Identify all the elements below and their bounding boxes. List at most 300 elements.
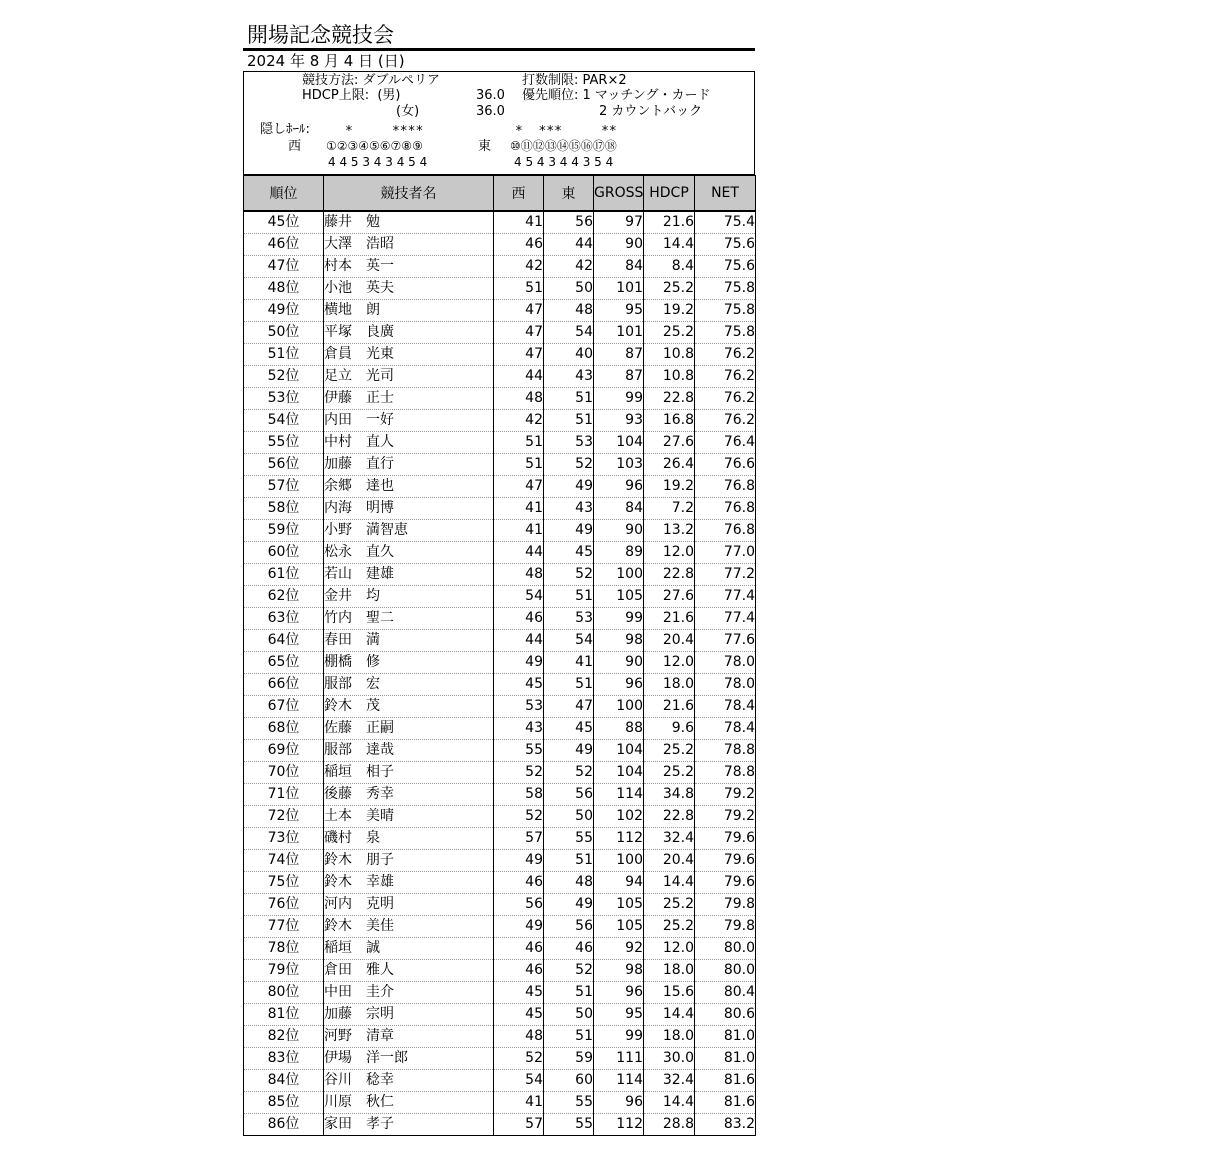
gross-score: 97 xyxy=(594,211,644,234)
table-row xyxy=(244,388,756,410)
rank-cell: 67位 xyxy=(244,696,324,718)
header-rank: 順位 xyxy=(244,176,324,212)
west-score: 48 xyxy=(494,388,544,410)
rank-cell: 82位 xyxy=(244,1026,324,1048)
hdcp-female-label: (女) xyxy=(396,104,420,119)
gross-score: 103 xyxy=(594,454,644,476)
player-name: 内海 明博 xyxy=(324,498,494,520)
rank-cell: 59位 xyxy=(244,520,324,542)
east-score: 52 xyxy=(544,960,594,982)
rank-cell: 45位 xyxy=(244,211,324,234)
player-name: 若山 建雄 xyxy=(324,564,494,586)
west-score: 51 xyxy=(494,432,544,454)
hdcp-value: 22.8 xyxy=(644,806,695,828)
west-score: 49 xyxy=(494,850,544,872)
player-name: 河野 清章 xyxy=(324,1026,494,1048)
table-row xyxy=(244,762,756,784)
header-east: 東 xyxy=(544,176,594,212)
net-score: 76.2 xyxy=(695,366,756,388)
player-name: 倉員 光東 xyxy=(324,344,494,366)
net-score: 76.2 xyxy=(695,388,756,410)
east-score: 41 xyxy=(544,652,594,674)
table-row xyxy=(244,850,756,872)
net-score: 77.6 xyxy=(695,630,756,652)
rank-cell: 58位 xyxy=(244,498,324,520)
west-score: 46 xyxy=(494,608,544,630)
table-row xyxy=(244,498,756,520)
player-name: 小野 満智恵 xyxy=(324,520,494,542)
player-name: 鈴木 幸雄 xyxy=(324,872,494,894)
east-score: 48 xyxy=(544,300,594,322)
gross-score: 87 xyxy=(594,344,644,366)
method-text: 競技方法: ダブルペリア xyxy=(302,73,440,88)
player-name: 内田 一好 xyxy=(324,410,494,432)
west-score: 45 xyxy=(494,1004,544,1026)
net-score: 78.0 xyxy=(695,674,756,696)
hdcp-value: 28.8 xyxy=(644,1114,695,1136)
player-name: 伊場 洋一郎 xyxy=(324,1048,494,1070)
table-row xyxy=(244,608,756,630)
east-score: 43 xyxy=(544,498,594,520)
hdcp-value: 19.2 xyxy=(644,300,695,322)
net-score: 75.8 xyxy=(695,322,756,344)
rank-cell: 49位 xyxy=(244,300,324,322)
gross-score: 102 xyxy=(594,806,644,828)
gross-score: 100 xyxy=(594,564,644,586)
player-name: 佐藤 正嗣 xyxy=(324,718,494,740)
gross-score: 98 xyxy=(594,960,644,982)
rank-cell: 66位 xyxy=(244,674,324,696)
competition-info xyxy=(243,71,755,175)
player-name: 中田 圭介 xyxy=(324,982,494,1004)
player-name: 鈴木 美佳 xyxy=(324,916,494,938)
gross-score: 101 xyxy=(594,322,644,344)
west-score: 51 xyxy=(494,278,544,300)
player-name: 家田 孝子 xyxy=(324,1114,494,1136)
hdcp-value: 32.4 xyxy=(644,828,695,850)
stroke-limit-text: 打数制限: PAR×2 xyxy=(522,73,627,88)
player-name: 服部 達哉 xyxy=(324,740,494,762)
east-score: 42 xyxy=(544,256,594,278)
east-score: 52 xyxy=(544,762,594,784)
hdcp-value: 25.2 xyxy=(644,322,695,344)
net-score: 77.0 xyxy=(695,542,756,564)
player-name: 稲垣 誠 xyxy=(324,938,494,960)
hdcp-value: 7.2 xyxy=(644,498,695,520)
rank-cell: 85位 xyxy=(244,1092,324,1114)
east-score: 45 xyxy=(544,542,594,564)
rank-cell: 75位 xyxy=(244,872,324,894)
net-score: 78.8 xyxy=(695,762,756,784)
west-score: 46 xyxy=(494,938,544,960)
east-score: 51 xyxy=(544,674,594,696)
player-name: 平塚 良廣 xyxy=(324,322,494,344)
player-name: 棚橋 修 xyxy=(324,652,494,674)
rank-cell: 74位 xyxy=(244,850,324,872)
west-score: 46 xyxy=(494,234,544,256)
gross-score: 105 xyxy=(594,916,644,938)
east-score: 60 xyxy=(544,1070,594,1092)
west-score: 46 xyxy=(494,872,544,894)
table-row xyxy=(244,696,756,718)
east-score: 52 xyxy=(544,454,594,476)
player-name: 服部 宏 xyxy=(324,674,494,696)
rank-cell: 53位 xyxy=(244,388,324,410)
east-label: 東 xyxy=(478,139,492,154)
table-row xyxy=(244,454,756,476)
west-score: 47 xyxy=(494,344,544,366)
west-label: 西 xyxy=(288,139,302,154)
west-score: 57 xyxy=(494,828,544,850)
east-score: 43 xyxy=(544,366,594,388)
west-score: 41 xyxy=(494,520,544,542)
net-score: 76.6 xyxy=(695,454,756,476)
table-row xyxy=(244,366,756,388)
net-score: 79.2 xyxy=(695,806,756,828)
hdcp-value: 19.2 xyxy=(644,476,695,498)
hdcp-value: 32.4 xyxy=(644,1070,695,1092)
player-name: 磯村 泉 xyxy=(324,828,494,850)
hdcp-value: 14.4 xyxy=(644,872,695,894)
net-score: 81.6 xyxy=(695,1070,756,1092)
table-row xyxy=(244,300,756,322)
east-score: 47 xyxy=(544,696,594,718)
rank-cell: 86位 xyxy=(244,1114,324,1136)
rank-cell: 78位 xyxy=(244,938,324,960)
net-score: 76.8 xyxy=(695,476,756,498)
rank-cell: 48位 xyxy=(244,278,324,300)
net-score: 79.8 xyxy=(695,916,756,938)
gross-score: 99 xyxy=(594,608,644,630)
results-table xyxy=(243,175,756,1136)
player-name: 倉田 雅人 xyxy=(324,960,494,982)
east-score: 45 xyxy=(544,718,594,740)
east-score: 51 xyxy=(544,586,594,608)
hdcp-value: 22.8 xyxy=(644,388,695,410)
rank-cell: 71位 xyxy=(244,784,324,806)
gross-score: 96 xyxy=(594,982,644,1004)
east-score: 49 xyxy=(544,476,594,498)
east-score: 51 xyxy=(544,388,594,410)
east-score: 52 xyxy=(544,564,594,586)
table-row xyxy=(244,410,756,432)
hdcp-value: 21.6 xyxy=(644,211,695,234)
header-name: 競技者名 xyxy=(324,176,494,212)
table-row xyxy=(244,322,756,344)
hdcp-male-value: 36.0 xyxy=(476,88,505,103)
hdcp-value: 8.4 xyxy=(644,256,695,278)
hdcp-value: 30.0 xyxy=(644,1048,695,1070)
rank-cell: 51位 xyxy=(244,344,324,366)
west-score: 49 xyxy=(494,652,544,674)
player-name: 藤井 勉 xyxy=(324,211,494,234)
east-score: 44 xyxy=(544,234,594,256)
west-score: 46 xyxy=(494,960,544,982)
net-score: 83.2 xyxy=(695,1114,756,1136)
table-row xyxy=(244,564,756,586)
event-date: 2024 年 8 月 4 日 (日) xyxy=(247,52,405,70)
gross-score: 84 xyxy=(594,498,644,520)
table-row xyxy=(244,1092,756,1114)
rank-cell: 80位 xyxy=(244,982,324,1004)
rank-cell: 52位 xyxy=(244,366,324,388)
table-row xyxy=(244,718,756,740)
east-score: 48 xyxy=(544,872,594,894)
west-score: 58 xyxy=(494,784,544,806)
east-score: 49 xyxy=(544,520,594,542)
gross-score: 112 xyxy=(594,828,644,850)
table-row xyxy=(244,1114,756,1136)
east-score: 54 xyxy=(544,630,594,652)
player-name: 足立 光司 xyxy=(324,366,494,388)
rank-cell: 55位 xyxy=(244,432,324,454)
priority-second-text: 2 カウントバック xyxy=(599,104,703,119)
gross-score: 104 xyxy=(594,740,644,762)
net-score: 76.8 xyxy=(695,520,756,542)
player-name: 竹内 聖二 xyxy=(324,608,494,630)
west-score: 41 xyxy=(494,1092,544,1114)
table-header-row xyxy=(244,176,756,212)
east-score: 51 xyxy=(544,1026,594,1048)
page-title: 開場記念競技会 xyxy=(243,22,755,51)
east-score: 46 xyxy=(544,938,594,960)
rank-cell: 61位 xyxy=(244,564,324,586)
gross-score: 95 xyxy=(594,1004,644,1026)
header-gross: GROSS xyxy=(594,176,644,212)
rank-cell: 73位 xyxy=(244,828,324,850)
table-row xyxy=(244,872,756,894)
east-score: 55 xyxy=(544,828,594,850)
west-score: 56 xyxy=(494,894,544,916)
rank-cell: 47位 xyxy=(244,256,324,278)
hdcp-value: 14.4 xyxy=(644,1092,695,1114)
table-row xyxy=(244,542,756,564)
east-score: 49 xyxy=(544,894,594,916)
net-score: 80.0 xyxy=(695,938,756,960)
player-name: 中村 直人 xyxy=(324,432,494,454)
west-score: 54 xyxy=(494,1070,544,1092)
rank-cell: 81位 xyxy=(244,1004,324,1026)
table-row xyxy=(244,960,756,982)
table-row xyxy=(244,1070,756,1092)
table-row xyxy=(244,894,756,916)
net-score: 75.8 xyxy=(695,278,756,300)
table-row xyxy=(244,938,756,960)
hidden-holes-label: 隠しﾎｰﾙ: xyxy=(260,122,310,137)
net-score: 79.2 xyxy=(695,784,756,806)
hdcp-value: 26.4 xyxy=(644,454,695,476)
west-score: 47 xyxy=(494,300,544,322)
net-score: 80.6 xyxy=(695,1004,756,1026)
table-row xyxy=(244,828,756,850)
gross-score: 114 xyxy=(594,1070,644,1092)
hdcp-value: 25.2 xyxy=(644,740,695,762)
gross-score: 94 xyxy=(594,872,644,894)
rank-cell: 72位 xyxy=(244,806,324,828)
table-row xyxy=(244,278,756,300)
gross-score: 95 xyxy=(594,300,644,322)
west-score: 57 xyxy=(494,1114,544,1136)
rank-cell: 77位 xyxy=(244,916,324,938)
header-net: NET xyxy=(695,176,756,212)
player-name: 後藤 秀幸 xyxy=(324,784,494,806)
net-score: 78.8 xyxy=(695,740,756,762)
player-name: 稲垣 相子 xyxy=(324,762,494,784)
hdcp-value: 13.2 xyxy=(644,520,695,542)
west-score: 42 xyxy=(494,410,544,432)
east-score: 51 xyxy=(544,850,594,872)
rank-cell: 46位 xyxy=(244,234,324,256)
hdcp-value: 25.2 xyxy=(644,916,695,938)
net-score: 80.0 xyxy=(695,960,756,982)
table-row xyxy=(244,1004,756,1026)
hdcp-value: 20.4 xyxy=(644,630,695,652)
gross-score: 93 xyxy=(594,410,644,432)
rank-cell: 50位 xyxy=(244,322,324,344)
hdcp-value: 14.4 xyxy=(644,1004,695,1026)
net-score: 78.0 xyxy=(695,652,756,674)
hdcp-value: 18.0 xyxy=(644,1026,695,1048)
west-score: 51 xyxy=(494,454,544,476)
west-score: 52 xyxy=(494,1048,544,1070)
gross-score: 104 xyxy=(594,762,644,784)
net-score: 81.0 xyxy=(695,1026,756,1048)
player-name: 余郷 達也 xyxy=(324,476,494,498)
east-score: 53 xyxy=(544,608,594,630)
gross-score: 105 xyxy=(594,586,644,608)
east-score: 55 xyxy=(544,1114,594,1136)
hdcp-value: 34.8 xyxy=(644,784,695,806)
net-score: 76.4 xyxy=(695,432,756,454)
west-score: 44 xyxy=(494,366,544,388)
east-score: 50 xyxy=(544,278,594,300)
east-score: 50 xyxy=(544,1004,594,1026)
player-name: 土本 美晴 xyxy=(324,806,494,828)
west-score: 41 xyxy=(494,498,544,520)
west-score: 41 xyxy=(494,211,544,234)
west-score: 45 xyxy=(494,674,544,696)
hdcp-value: 12.0 xyxy=(644,938,695,960)
rank-cell: 76位 xyxy=(244,894,324,916)
net-score: 75.8 xyxy=(695,300,756,322)
rank-cell: 63位 xyxy=(244,608,324,630)
net-score: 75.6 xyxy=(695,234,756,256)
table-row xyxy=(244,211,756,234)
gross-score: 114 xyxy=(594,784,644,806)
hdcp-value: 27.6 xyxy=(644,432,695,454)
hdcp-value: 25.2 xyxy=(644,278,695,300)
gross-score: 89 xyxy=(594,542,644,564)
player-name: 川原 秋仁 xyxy=(324,1092,494,1114)
west-score: 52 xyxy=(494,762,544,784)
rank-cell: 62位 xyxy=(244,586,324,608)
west-hidden-stars: * **** xyxy=(345,124,424,139)
hdcp-value: 14.4 xyxy=(644,234,695,256)
table-row xyxy=(244,652,756,674)
player-name: 小池 英夫 xyxy=(324,278,494,300)
hdcp-limit-text: HDCP上限: (男) xyxy=(302,88,401,103)
player-name: 鈴木 朋子 xyxy=(324,850,494,872)
table-row xyxy=(244,344,756,366)
west-score: 44 xyxy=(494,630,544,652)
gross-score: 98 xyxy=(594,630,644,652)
table-row xyxy=(244,256,756,278)
gross-score: 90 xyxy=(594,520,644,542)
hdcp-value: 15.6 xyxy=(644,982,695,1004)
hdcp-value: 12.0 xyxy=(644,652,695,674)
rank-cell: 65位 xyxy=(244,652,324,674)
player-name: 谷川 稔幸 xyxy=(324,1070,494,1092)
table-row xyxy=(244,784,756,806)
west-score: 52 xyxy=(494,806,544,828)
rank-cell: 68位 xyxy=(244,718,324,740)
west-score: 49 xyxy=(494,916,544,938)
east-score: 51 xyxy=(544,982,594,1004)
rank-cell: 83位 xyxy=(244,1048,324,1070)
gross-score: 99 xyxy=(594,388,644,410)
hdcp-female-value: 36.0 xyxy=(476,104,505,119)
hdcp-value: 25.2 xyxy=(644,762,695,784)
net-score: 80.4 xyxy=(695,982,756,1004)
rank-cell: 54位 xyxy=(244,410,324,432)
net-score: 76.2 xyxy=(695,344,756,366)
net-score: 79.8 xyxy=(695,894,756,916)
east-score: 56 xyxy=(544,211,594,234)
net-score: 76.8 xyxy=(695,498,756,520)
east-score: 40 xyxy=(544,344,594,366)
gross-score: 105 xyxy=(594,894,644,916)
table-row xyxy=(244,916,756,938)
east-hidden-stars: * *** ** xyxy=(515,124,617,139)
west-score: 45 xyxy=(494,982,544,1004)
player-name: 金井 均 xyxy=(324,586,494,608)
net-score: 77.4 xyxy=(695,586,756,608)
player-name: 横地 朗 xyxy=(324,300,494,322)
table-row xyxy=(244,520,756,542)
rank-cell: 79位 xyxy=(244,960,324,982)
rank-cell: 60位 xyxy=(244,542,324,564)
net-score: 79.6 xyxy=(695,872,756,894)
rank-cell: 84位 xyxy=(244,1070,324,1092)
west-score: 43 xyxy=(494,718,544,740)
hdcp-value: 27.6 xyxy=(644,586,695,608)
hdcp-value: 12.0 xyxy=(644,542,695,564)
header-hdcp: HDCP xyxy=(644,176,695,212)
rank-cell: 56位 xyxy=(244,454,324,476)
net-score: 79.6 xyxy=(695,828,756,850)
player-name: 春田 満 xyxy=(324,630,494,652)
west-pars: 4 4 5 3 4 3 4 5 4 xyxy=(328,155,428,169)
player-name: 松永 直久 xyxy=(324,542,494,564)
table-row xyxy=(244,982,756,1004)
east-score: 56 xyxy=(544,916,594,938)
hdcp-value: 18.0 xyxy=(644,960,695,982)
gross-score: 111 xyxy=(594,1048,644,1070)
rank-cell: 70位 xyxy=(244,762,324,784)
table-row xyxy=(244,586,756,608)
hdcp-value: 18.0 xyxy=(644,674,695,696)
west-score: 48 xyxy=(494,1026,544,1048)
table-row xyxy=(244,432,756,454)
table-row xyxy=(244,1048,756,1070)
gross-score: 101 xyxy=(594,278,644,300)
east-score: 49 xyxy=(544,740,594,762)
east-score: 51 xyxy=(544,410,594,432)
net-score: 81.0 xyxy=(695,1048,756,1070)
player-name: 加藤 直行 xyxy=(324,454,494,476)
gross-score: 84 xyxy=(594,256,644,278)
east-score: 53 xyxy=(544,432,594,454)
